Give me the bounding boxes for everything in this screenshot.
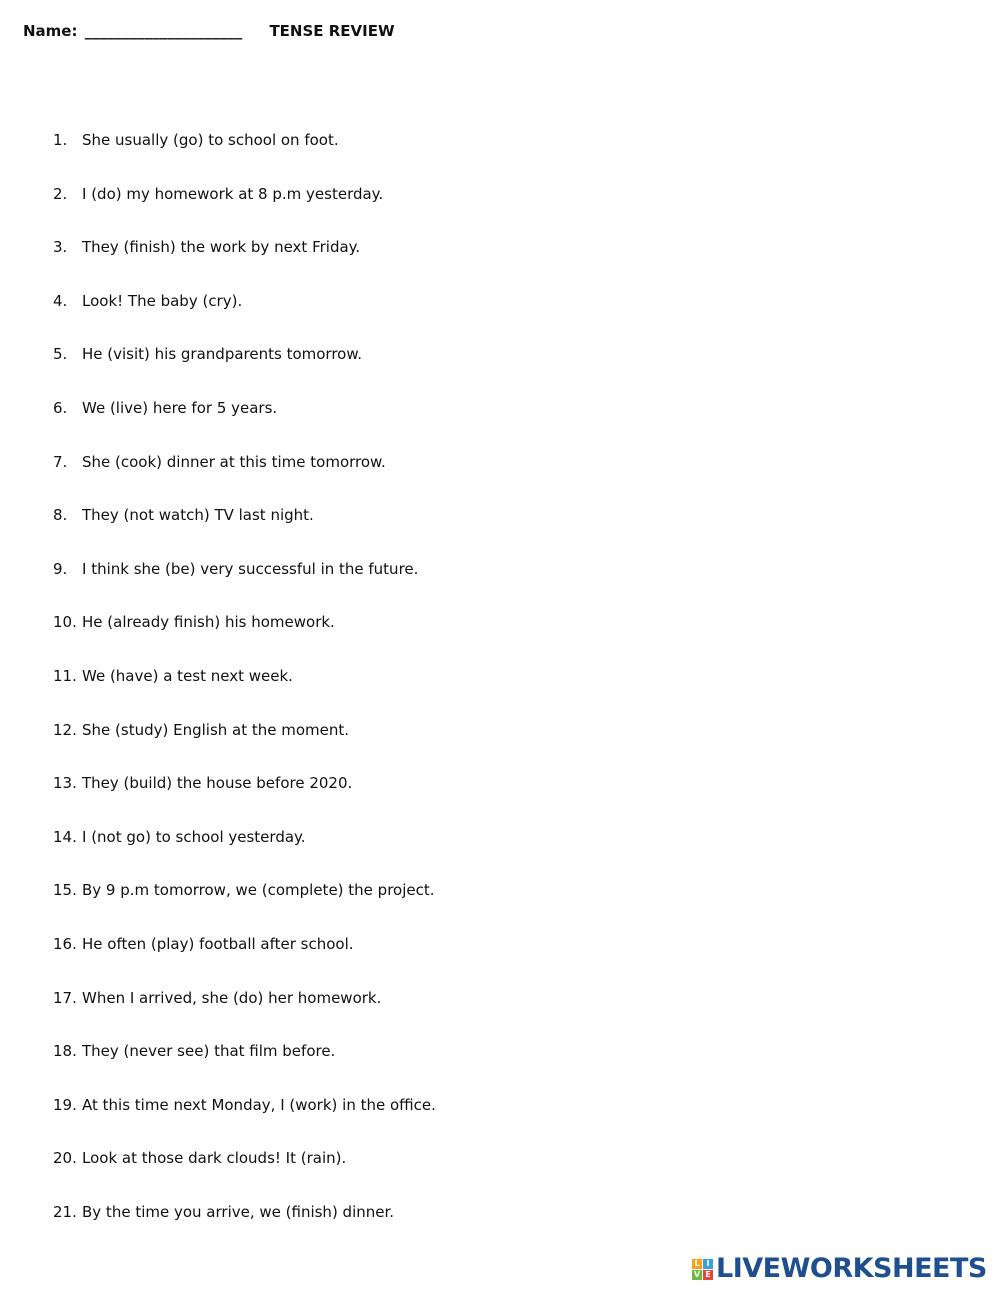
question-item: [53, 560, 418, 578]
question-item: [53, 667, 293, 685]
question-item: [53, 935, 354, 953]
question-number: 15.: [53, 881, 77, 899]
question-text: We (have) a test next week.: [82, 667, 293, 685]
name-blank-line[interactable]: _____________________: [84, 22, 243, 40]
question-item: [53, 399, 277, 417]
question-text: We (live) here for 5 years.: [82, 399, 278, 417]
question-text: I (do) my homework at 8 p.m yesterday.: [82, 185, 384, 203]
question-item: [53, 1203, 394, 1221]
logo-mark-tile: I: [703, 1259, 713, 1269]
worksheet-header: [23, 22, 395, 40]
question-item: [53, 345, 362, 363]
worksheet-title: TENSE REVIEW: [269, 22, 395, 40]
question-text: I think she (be) very successful in the future.: [82, 560, 419, 578]
question-item: [53, 238, 360, 256]
question-text: He (already finish) his homework.: [82, 613, 335, 631]
question-number: 9.: [53, 560, 68, 578]
question-number: 2.: [53, 185, 68, 203]
question-text: By the time you arrive, we (finish) dinner.: [82, 1203, 395, 1221]
question-text: She usually (go) to school on foot.: [82, 131, 339, 149]
question-number: 17.: [53, 989, 77, 1007]
question-text: They (not watch) TV last night.: [82, 506, 314, 524]
question-item: [53, 185, 383, 203]
question-item: [53, 453, 386, 471]
question-number: 4.: [53, 292, 68, 310]
liveworksheets-logo: [692, 1254, 987, 1284]
question-number: 1.: [53, 131, 68, 149]
question-number: 10.: [53, 613, 77, 631]
question-number: 21.: [53, 1203, 77, 1221]
question-text: By 9 p.m tomorrow, we (complete) the project.: [82, 881, 435, 899]
question-number: 6.: [53, 399, 68, 417]
question-number: 19.: [53, 1096, 77, 1114]
question-number: 16.: [53, 935, 77, 953]
question-item: [53, 828, 306, 846]
question-number: 3.: [53, 238, 68, 256]
question-text: I (not go) to school yesterday.: [82, 828, 306, 846]
question-number: 13.: [53, 774, 77, 792]
question-item: [53, 1096, 436, 1114]
logo-mark-tile: L: [692, 1259, 702, 1269]
question-number: 11.: [53, 667, 77, 685]
question-item: [53, 131, 339, 149]
question-number: 20.: [53, 1149, 77, 1167]
question-item: [53, 292, 242, 310]
name-label: Name:: [23, 22, 78, 40]
question-item: [53, 1149, 346, 1167]
logo-mark-tile: E: [703, 1270, 713, 1280]
question-text: They (finish) the work by next Friday.: [82, 238, 361, 256]
logo-mark-icon: [692, 1259, 713, 1280]
question-number: 12.: [53, 721, 77, 739]
logo-wordmark: LIVEWORKSHEETS: [716, 1253, 987, 1284]
question-text: She (study) English at the moment.: [82, 721, 350, 739]
question-number: 14.: [53, 828, 77, 846]
question-item: [53, 721, 349, 739]
question-text: He often (play) football after school.: [82, 935, 354, 953]
question-text: They (build) the house before 2020.: [82, 774, 353, 792]
question-item: [53, 1042, 335, 1060]
question-text: Look at those dark clouds! It (rain).: [82, 1149, 347, 1167]
question-item: [53, 613, 335, 631]
question-text: At this time next Monday, I (work) in the office.: [82, 1096, 436, 1114]
question-text: Look! The baby (cry).: [82, 292, 243, 310]
question-item: [53, 989, 381, 1007]
question-item: [53, 881, 435, 899]
question-number: 8.: [53, 506, 68, 524]
question-item: [53, 774, 352, 792]
logo-mark-tile: V: [693, 1270, 701, 1279]
question-number: 5.: [53, 345, 68, 363]
question-item: [53, 506, 314, 524]
question-text: When I arrived, she (do) her homework.: [82, 989, 382, 1007]
question-text: He (visit) his grandparents tomorrow.: [82, 345, 362, 363]
question-number: 18.: [53, 1042, 77, 1060]
question-text: She (cook) dinner at this time tomorrow.: [82, 453, 386, 471]
question-number: 7.: [53, 453, 68, 471]
question-text: They (never see) that film before.: [82, 1042, 336, 1060]
